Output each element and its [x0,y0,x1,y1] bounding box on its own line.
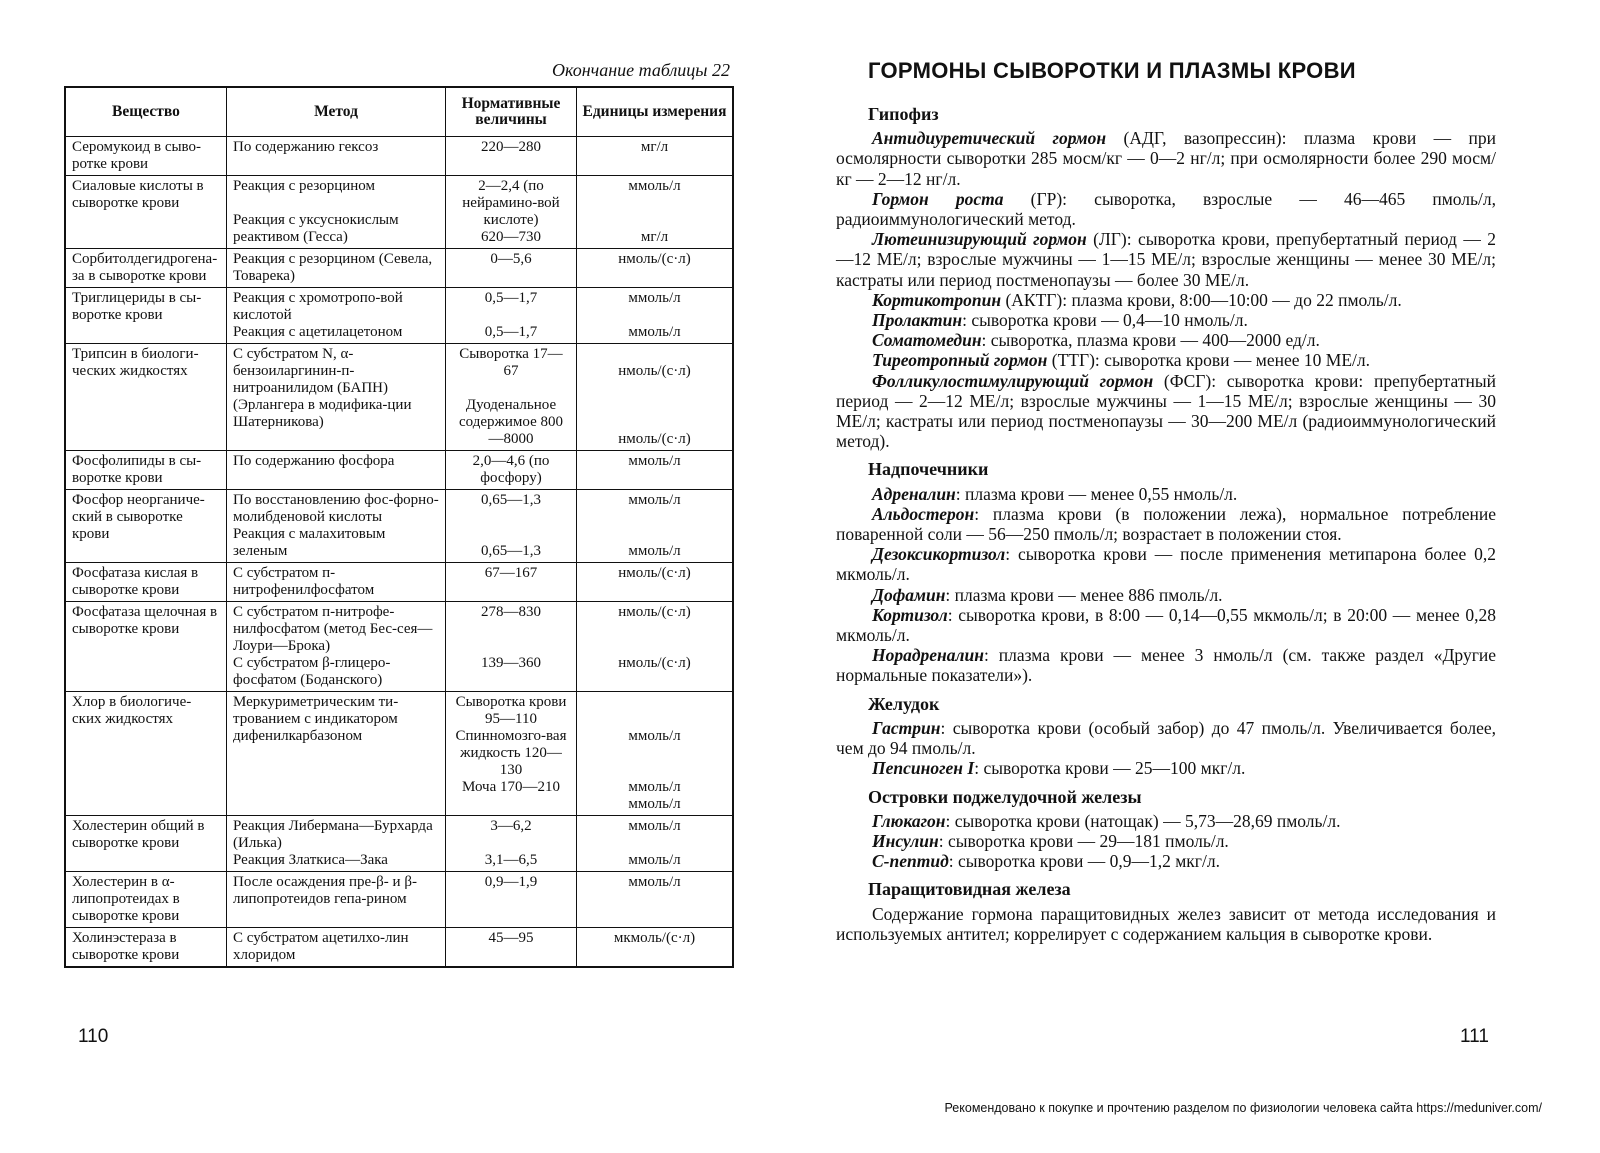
method-text: С субстратом N, α-бензоиларгинин-п-нитроанилидом (БАПН) [233,346,389,396]
hormone-name: Гормон роста [872,188,1004,209]
table-row [65,928,733,968]
method-cell [227,602,446,692]
unit-text: ммоль/л [628,178,681,194]
value-text: 3,1—6,5 [484,852,538,868]
hormone-description: : плазма крови (в положении лежа), нормальное потребление поваренной соли — 56—250 пмоль/л; возрастает в положении стоя. [836,503,1496,545]
method-text: По содержанию гексоз [233,139,379,155]
method-cell [227,692,446,816]
hormone-description: : сыворотка крови — 0,4—10 нмоль/л. [962,310,1248,331]
substance-cell: Сиаловые кислоты в сыворотке крови [65,176,227,249]
method-cell [227,451,446,490]
table-header-row [65,87,733,137]
unit-cell [577,602,734,692]
table-row [65,692,733,816]
hormone-name: Инсулин [872,830,939,851]
hormone-name: Кортизол [872,604,948,625]
value-cell [446,176,577,249]
method-text: С субстратом п-нитрофе-нилфосфатом (метод Бес-сея—Лоури—Брока) [233,604,433,654]
method-cell [227,176,446,249]
hormone-entry [836,330,1496,350]
value-text: Моча 170—210 [461,779,561,795]
hormone-entry [836,504,1496,544]
value-cell [446,249,577,288]
value-cell [446,563,577,602]
hormone-entry [836,605,1496,645]
value-text: 0,65—1,3 [481,492,541,508]
unit-text: ммоль/л [628,779,681,795]
value-cell [446,602,577,692]
right-page [820,0,1600,1153]
hormone-description: : сыворотка крови, в 8:00 — 0,14—0,55 мкмоль/л; в 20:00 — менее 0,28 мкмоль/л. [836,604,1496,646]
hormone-name: Альдостерон [872,503,975,524]
unit-text: нмоль/(с·л) [618,565,691,581]
hormone-name: Дофамин [872,584,946,605]
unit-text: ммоль/л [628,290,681,306]
unit-text: ммоль/л [628,818,681,834]
unit-text: ммоль/л [628,874,681,890]
value-text: 0,9—1,9 [484,874,538,890]
unit-text: нмоль/(с·л) [618,431,691,447]
value-text: 139—360 [481,655,541,671]
hormone-entry [836,851,1496,871]
header-substance: Вещество [65,87,227,137]
hormone-name: С-пептид [872,851,949,872]
value-cell [446,490,577,563]
unit-text: ммоль/л [628,324,681,340]
hormone-name: Тиреотропный гормон [872,350,1048,371]
hormone-entry [836,758,1496,778]
hormone-description: : плазма крови — менее 886 пмоль/л. [945,584,1223,605]
table-row [65,344,733,451]
unit-cell [577,288,734,344]
hormone-name: Пролактин [872,310,963,331]
substance-cell: Сорбитолдегидрогена-за в сыворотке крови [65,249,227,288]
value-text: 3—6,2 [490,818,532,834]
method-cell [227,344,446,451]
section-heading: Гипофиз [868,104,939,124]
value-cell [446,137,577,176]
table-row [65,451,733,490]
value-cell [446,928,577,968]
value-cell [446,451,577,490]
hormone-name: Кортикотропин [872,289,1002,310]
unit-cell [577,872,734,928]
unit-cell [577,344,734,451]
table-row [65,872,733,928]
hormone-description: (ГР): сыворотка, взрослые — 46—465 пмоль/л, радиоиммунологический метод. [836,188,1496,230]
unit-text: мг/л [640,139,669,155]
hormone-entry [836,718,1496,758]
table-row [65,816,733,872]
method-cell [227,137,446,176]
value-text: 0,65—1,3 [481,543,541,559]
method-text: Реакция с резорцином (Севела, Товарека) [233,251,433,284]
value-text: 278—830 [481,604,541,620]
hormone-entry [836,229,1496,290]
hormone-entry [836,290,1496,310]
hormone-entry [836,189,1496,229]
hormone-description: : плазма крови — менее 0,55 нмоль/л. [955,483,1238,504]
value-text: Сыворотка крови 95—110 [455,694,567,727]
value-cell [446,288,577,344]
page-number-left: 110 [78,1026,109,1047]
substance-cell: Хлор в биологиче-ских жидкостях [65,692,227,816]
value-text: 2,0—4,6 (по фосфору) [472,453,550,486]
method-cell [227,490,446,563]
unit-text: ммоль/л [628,728,681,744]
hormone-entry [836,904,1496,944]
hormone-entry [836,310,1496,330]
method-text: С субстратом ацетилхо-лин хлоридом [233,930,409,963]
reference-table [64,86,734,968]
unit-text: ммоль/л [628,543,681,559]
value-text: 67—167 [484,565,538,581]
value-text: 220—280 [481,139,541,155]
hormone-description: Содержание гормона паращитовидных желез зависит от метода исследования и используемых антител; коррелирует с содержанием кальция в сыворотке крови. [836,903,1496,944]
value-text: Спинномозго-вая жидкость 120—130 [455,728,567,778]
method-text: С субстратом β-глицеро-фосфатом (Боданского) [233,655,391,688]
hormone-name: Адреналин [872,483,956,504]
table-row [65,249,733,288]
hormone-entry [836,831,1496,851]
substance-cell: Фосфор неорганиче-ский в сыворотке крови [65,490,227,563]
value-text: 0,5—1,7 [484,324,538,340]
method-text: Реакция Златкиса—Зака [233,852,388,868]
unit-text: мкмоль/(с·л) [613,930,696,946]
hormone-entry [836,371,1496,452]
substance-cell: Фосфатаза щелочная в сыворотке крови [65,602,227,692]
hormone-name: Лютеинизирующий гормон [872,229,1087,250]
hormone-description: : сыворотка крови — 0,9—1,2 мкг/л. [948,851,1220,872]
hormone-name: Пепсиноген I [872,758,975,779]
substance-cell: Холестерин в α-липопротеидах в сыворотке крови [65,872,227,928]
hormone-description: : сыворотка крови — 25—100 мкг/л. [974,758,1246,779]
unit-text: нмоль/(с·л) [618,363,691,379]
unit-text: ммоль/л [628,852,681,868]
unit-text: нмоль/(с·л) [618,604,691,620]
unit-cell [577,451,734,490]
hormone-name: Дезоксикортизол [872,544,1006,565]
method-text: Реакция с малахитовым зеленым [233,526,386,559]
table-row [65,490,733,563]
method-text: По восстановлению фос-форно-молибденовой кислоты [233,492,439,525]
hormone-name: Фолликулостимулирующий гормон [872,370,1154,391]
hormone-name: Антидиуретический гормон [872,128,1107,149]
substance-cell: Трипсин в биологи-ческих жидкостях [65,344,227,451]
method-cell [227,563,446,602]
method-cell [227,249,446,288]
substance-cell: Фосфолипиды в сы-воротке крови [65,451,227,490]
hormone-description: (ТТГ): сыворотка крови — менее 10 МЕ/л. [1047,350,1370,371]
hormone-name: Соматомедин [872,330,982,351]
unit-text: нмоль/(с·л) [618,655,691,671]
hormone-description: : сыворотка крови — 29—181 пмоль/л. [938,830,1229,851]
value-text: 45—95 [488,930,534,946]
section-heading: Надпочечники [868,459,989,480]
hormone-entry [836,128,1496,189]
unit-cell [577,692,734,816]
value-text: 620—730 [481,229,541,245]
hormone-name: Глюкагон [872,810,946,831]
table-row [65,563,733,602]
value-cell [446,816,577,872]
hormone-description: (АДГ, вазопрессин): плазма крови — при осмолярности сыворотки 285 мосм/кг — 0—2 нг/л; при осмолярности более 290 мосм/кг — 2—12 нг/л. [836,128,1497,189]
hormone-description: (ФСГ): сыворотка крови: препубертатный период — 2—12 МЕ/л; взрослые мужчины — 1—15 МЕ/л; взрослые женщины — 30 МЕ/л; кастраты или период постменопаузы — 30—200 МЕ/л (радиоиммунологический метод). [836,370,1496,452]
unit-text: ммоль/л [628,453,681,469]
method-text: Меркуриметрическим ти-трованием с индикатором дифенилкарбазоном [233,694,399,744]
hormone-description: : сыворотка крови — после применения метипарона более 0,2 мкмоль/л. [836,544,1496,585]
value-text: Сыворотка 17—67 [459,346,563,379]
table-row [65,602,733,692]
unit-text: ммоль/л [628,492,681,508]
method-text: Реакция с ацетилацетоном [233,324,403,340]
hormone-description: : сыворотка, плазма крови — 400—2000 ед/л. [981,330,1320,351]
header-method: Метод [227,87,446,137]
hormone-list [836,104,1496,944]
section-heading: Островки поджелудочной железы [868,786,1142,807]
hormone-entry [836,811,1496,831]
section-heading: Желудок [868,693,940,714]
unit-cell [577,137,734,176]
unit-cell [577,563,734,602]
method-text: После осаждения пре-β- и β-липопротеидов гепа-рином [233,874,417,907]
table-row [65,137,733,176]
method-text: Реакция с резорцином [233,178,376,194]
header-units: Единицы измерения [577,87,734,137]
substance-cell: Серомукоид в сыво-ротке крови [65,137,227,176]
unit-cell [577,249,734,288]
unit-cell [577,928,734,968]
value-text: 2—2,4 (по нейрамино-вой кислоте) [462,178,560,228]
method-text: По содержанию фосфора [233,453,395,469]
table-row [65,288,733,344]
unit-cell [577,490,734,563]
section-heading: Паращитовидная железа [868,879,1071,900]
hormone-entry [836,350,1496,370]
unit-cell [577,816,734,872]
table-row [65,176,733,249]
value-cell [446,872,577,928]
method-cell [227,288,446,344]
unit-text: нмоль/(с·л) [618,251,691,267]
substance-cell: Холестерин общий в сыворотке крови [65,816,227,872]
method-text: Реакция с хромотропо-вой кислотой [233,290,403,323]
page-number-right: 111 [1460,1026,1489,1047]
value-cell [446,692,577,816]
hormone-name: Гастрин [872,717,941,738]
value-text: Дуоденальное содержимое 800—8000 [459,397,563,447]
hormone-entry [836,544,1496,584]
hormone-description: : плазма крови — менее 3 нмоль/л (см. также раздел «Другие нормальные показатели»). [836,645,1496,686]
unit-cell [577,176,734,249]
hormone-entry [836,585,1496,605]
hormone-description: : сыворотка крови (особый забор) до 47 пмоль/л. Увеличивается более, чем до 94 пмоль/л. [836,717,1496,759]
substance-cell: Триглицериды в сы-воротке крови [65,288,227,344]
method-cell [227,872,446,928]
hormone-entry [836,645,1496,685]
hormone-name: Норадреналин [872,645,984,666]
page-title: ГОРМОНЫ СЫВОРОТКИ И ПЛАЗМЫ КРОВИ [868,58,1356,83]
method-cell [227,816,446,872]
hormone-description: (АКТГ): плазма крови, 8:00—10:00 — до 22 пмоль/л. [1001,289,1402,310]
value-cell [446,344,577,451]
value-text: 0—5,6 [490,251,532,267]
method-text: С субстратом п-нитрофенилфосфатом [233,565,375,598]
value-text: 0,5—1,7 [484,290,538,306]
method-text: (Эрлангера в модифика-ции Шатерникова) [233,397,412,430]
header-values: Нормативные величины [446,87,577,137]
method-cell [227,928,446,968]
left-page [0,0,780,1153]
table-caption: Окончание таблицы 22 [551,60,730,80]
method-text: Реакция с уксуснокислым реактивом (Гесса) [233,212,399,245]
unit-text: ммоль/л [628,796,681,812]
hormone-description: (ЛГ): сыворотка крови, препубертатный период — 2—12 МЕ/л; взрослые мужчины — 1—15 МЕ/л; взрослые женщины — менее 30 МЕ/л; кастраты или период постменопаузы — более 30 МЕ/л. [836,229,1496,290]
method-text: Реакция Либермана—Бурхарда (Илька) [233,818,433,851]
substance-cell: Холинэстераза в сыворотке крови [65,928,227,968]
substance-cell: Фосфатаза кислая в сыворотке крови [65,563,227,602]
hormone-entry [836,484,1496,504]
unit-text: мг/л [640,229,669,245]
footer-note: Рекомендовано к покупке и прочтению разделом по физиологии человека сайта https://meduniver.com/ [944,1101,1542,1115]
hormone-description: : сыворотка крови (натощак) — 5,73—28,69 пмоль/л. [945,810,1341,831]
